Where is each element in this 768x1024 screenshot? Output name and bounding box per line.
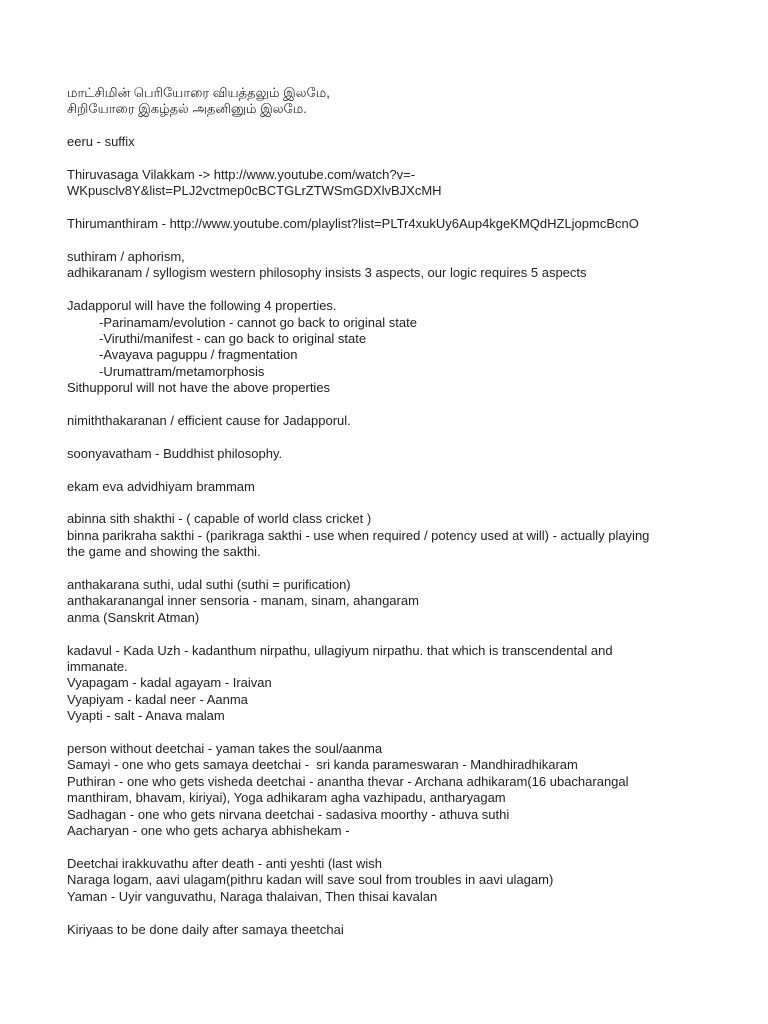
tamil-verse [67,85,707,118]
text-line: anthakaranangal inner sensoria - manam, sinam, ahangaram [67,593,419,609]
list-item: -Avayava paguppu / fragmentation [99,347,298,363]
text-line: person without deetchai - yaman takes the soul/aanma [67,741,383,757]
text-line: soonyavatham - Buddhist philosophy. [67,445,283,461]
text-line: anma (Sanskrit Atman) [67,609,200,625]
text-line: immanate. [67,659,128,675]
list-item: -Viruthi/manifest - can go back to original state [99,331,367,347]
paragraph [67,511,707,560]
text-line: Kiriyaas to be done daily after samaya theetchai [67,921,344,937]
text-line: kadavul - Kada Uzh - kadanthum nirpathu, ullagiyum nirpathu. that which is transcendental and [67,642,613,658]
paragraph-gap [67,233,707,249]
text-line: suthiram / aphorism, [67,249,185,264]
paragraph-gap [67,118,707,134]
paragraph [67,577,707,626]
text-line: eeru - suffix [67,134,135,150]
thirumanthiram-link-line: Thirumanthiram - http://www.youtube.com/playlist?list=PLTr4xukUy6Aup4kgeKMQdHZLjopmcBcnO [67,216,639,232]
text-line: nimiththakaranan / efficient cause for Jadapporul. [67,413,351,429]
text-line: Puthiran - one who gets visheda deetchai - anantha thevar - Archana adhikaram(16 ubacharangal [67,773,629,789]
paragraph-gap [67,397,707,413]
text-line: Deetchai irakkuvathu after death - anti yeshti (last wish [67,855,383,871]
text-line: Sadhagan - one who gets nirvana deetchai - sadasiva moorthy - athuva suthi [67,806,510,822]
thiruvasaga-link-paragraph [67,167,707,200]
paragraph [67,643,707,725]
text-line: Aacharyan - one who gets acharya abhishekam - [67,823,350,839]
list-item: -Parinamam/evolution - cannot go back to original state [99,314,417,330]
paragraph [67,741,707,839]
text-line: anthakarana suthi, udal suthi (suthi = purification) [67,577,351,593]
paragraph [67,856,707,905]
paragraph-gap [67,725,707,741]
text-line: சிறியோரை இகழ்தல் அதனினும் இலமே. [67,101,307,117]
paragraph-gap [67,495,707,511]
text-line: manthiram, bhavam, kiriyai), Yoga adhikaram agha vazhipadu, antharyagam [67,790,506,806]
paragraph [67,249,707,282]
paragraph-gap [67,429,707,445]
text-line: binna parikraha sakthi - (parikraga sakthi - use when required / potency used at will) - actually playing [67,527,650,543]
paragraph-gap [67,626,707,642]
text-line: Naraga logam, aavi ulagam(pithru kadan will save soul from troubles in aavi ulagam) [67,872,554,888]
paragraph-gap [67,561,707,577]
text-line: WKpusclv8Y&list=PLJ2vctmep0cBCTGLrZTWSmGDXlvBJXcMH [67,183,442,199]
text-line: Thiruvasaga Vilakkam -> http://www.youtube.com/watch?v=- [67,167,416,182]
text-line: Jadapporul will have the following 4 properties. [67,298,337,314]
text-line: the game and showing the sakthi. [67,544,261,560]
text-line: Yaman - Uyir vanguvathu, Naraga thalaivan, Then thisai kavalan [67,888,438,904]
paragraph-gap [67,905,707,921]
text-line: Sithupporul will not have the above properties [67,380,331,396]
jadapporul-properties [67,298,707,396]
text-line: Samayi - one who gets samaya deetchai - sri kanda parameswaran - Mandhiradhikaram [67,757,578,773]
text-line: abinna sith shakthi - ( capable of world class cricket ) [67,511,372,527]
document-body [67,85,707,938]
paragraph-gap [67,462,707,478]
text-line: Vyapti - salt - Anava malam [67,708,225,724]
paragraph-gap [67,200,707,216]
list-item: -Urumattram/metamorphosis [99,363,265,379]
text-line: Vyapagam - kadal agayam - Iraivan [67,675,272,691]
text-line: ekam eva advidhiyam brammam [67,478,255,494]
text-line: adhikaranam / syllogism western philosophy insists 3 aspects, our logic requires 5 aspects [67,265,587,281]
paragraph-gap [67,282,707,298]
paragraph-gap [67,151,707,167]
text-line: Vyapiyam - kadal neer - Aanma [67,691,248,707]
paragraph-gap [67,840,707,856]
text-line: மாட்சிமின் பெரியோரை வியத்தலும் இலமே, [67,85,330,100]
